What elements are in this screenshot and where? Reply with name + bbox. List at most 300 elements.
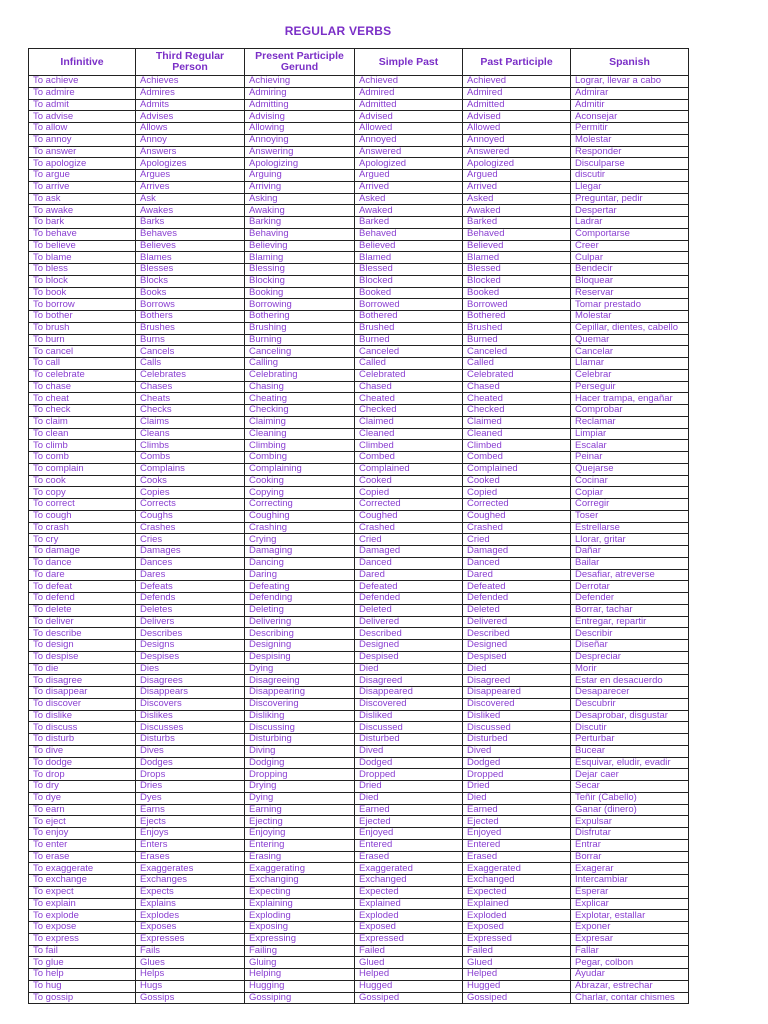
cell-infinitive: To describe xyxy=(29,628,136,640)
cell-third-person: Copies xyxy=(136,487,245,499)
cell-past-participle: Burned xyxy=(463,334,571,346)
cell-spanish: Comportarse xyxy=(571,228,689,240)
cell-spanish: Culpar xyxy=(571,252,689,264)
cell-simple-past: Dried xyxy=(355,781,463,793)
cell-spanish: Pegar, colbon xyxy=(571,957,689,969)
cell-gerund: Disturbing xyxy=(245,734,355,746)
cell-gerund: Achieving xyxy=(245,76,355,88)
cell-past-participle: Annoyed xyxy=(463,134,571,146)
cell-third-person: Despises xyxy=(136,651,245,663)
cell-infinitive: To check xyxy=(29,405,136,417)
cell-infinitive: To defeat xyxy=(29,581,136,593)
cell-third-person: Disturbs xyxy=(136,734,245,746)
cell-gerund: Defeating xyxy=(245,581,355,593)
cell-spanish: Defender xyxy=(571,593,689,605)
cell-gerund: Dancing xyxy=(245,557,355,569)
cell-past-participle: Disliked xyxy=(463,710,571,722)
cell-third-person: Explains xyxy=(136,898,245,910)
cell-spanish: Responder xyxy=(571,146,689,158)
cell-spanish: Expulsar xyxy=(571,816,689,828)
cell-spanish: Cocinar xyxy=(571,475,689,487)
cell-infinitive: To eject xyxy=(29,816,136,828)
cell-third-person: Arrives xyxy=(136,181,245,193)
cell-simple-past: Combed xyxy=(355,452,463,464)
cell-past-participle: Borrowed xyxy=(463,299,571,311)
cell-infinitive: To argue xyxy=(29,170,136,182)
cell-third-person: Ejects xyxy=(136,816,245,828)
cell-past-participle: Erased xyxy=(463,851,571,863)
table-row xyxy=(29,992,689,1004)
cell-third-person: Glues xyxy=(136,957,245,969)
cell-spanish: Descubrir xyxy=(571,698,689,710)
cell-infinitive: To design xyxy=(29,640,136,652)
cell-past-participle: Celebrated xyxy=(463,369,571,381)
cell-third-person: Calls xyxy=(136,358,245,370)
cell-past-participle: Awaked xyxy=(463,205,571,217)
cell-gerund: Exaggerating xyxy=(245,863,355,875)
cell-past-participle: Dried xyxy=(463,781,571,793)
cell-simple-past: Discovered xyxy=(355,698,463,710)
table-row xyxy=(29,146,689,158)
cell-infinitive: To defend xyxy=(29,593,136,605)
cell-infinitive: To dive xyxy=(29,745,136,757)
cell-infinitive: To enjoy xyxy=(29,828,136,840)
cell-simple-past: Exaggerated xyxy=(355,863,463,875)
cell-past-participle: Died xyxy=(463,792,571,804)
table-row xyxy=(29,287,689,299)
table-row xyxy=(29,792,689,804)
cell-gerund: Dodging xyxy=(245,757,355,769)
cell-simple-past: Danced xyxy=(355,557,463,569)
cell-past-participle: Admitted xyxy=(463,99,571,111)
table-row xyxy=(29,722,689,734)
table-row xyxy=(29,769,689,781)
cell-spanish: Cepillar, dientes, cabello xyxy=(571,322,689,334)
cell-spanish: Borrar, tachar xyxy=(571,604,689,616)
cell-gerund: Borrowing xyxy=(245,299,355,311)
cell-simple-past: Chased xyxy=(355,381,463,393)
table-row xyxy=(29,957,689,969)
table-row xyxy=(29,698,689,710)
table-row xyxy=(29,499,689,511)
cell-third-person: Apologizes xyxy=(136,158,245,170)
cell-gerund: Crashing xyxy=(245,522,355,534)
cell-third-person: Defeats xyxy=(136,581,245,593)
cell-spanish: Tomar prestado xyxy=(571,299,689,311)
cell-infinitive: To ask xyxy=(29,193,136,205)
cell-gerund: Crying xyxy=(245,534,355,546)
cell-simple-past: Complained xyxy=(355,463,463,475)
table-row xyxy=(29,428,689,440)
cell-past-participle: Exploded xyxy=(463,910,571,922)
table-row xyxy=(29,87,689,99)
cell-third-person: Enters xyxy=(136,839,245,851)
cell-third-person: Blesses xyxy=(136,264,245,276)
cell-spanish: Llorar, gritar xyxy=(571,534,689,546)
cell-gerund: Disliking xyxy=(245,710,355,722)
cell-spanish: Discutir xyxy=(571,722,689,734)
table-row xyxy=(29,969,689,981)
cell-infinitive: To damage xyxy=(29,546,136,558)
cell-spanish: Creer xyxy=(571,240,689,252)
cell-infinitive: To die xyxy=(29,663,136,675)
cell-third-person: Delivers xyxy=(136,616,245,628)
table-row xyxy=(29,405,689,417)
cell-simple-past: Called xyxy=(355,358,463,370)
table-row xyxy=(29,311,689,323)
cell-infinitive: To achieve xyxy=(29,76,136,88)
cell-third-person: Defends xyxy=(136,593,245,605)
cell-infinitive: To delete xyxy=(29,604,136,616)
cell-third-person: Cleans xyxy=(136,428,245,440)
cell-infinitive: To help xyxy=(29,969,136,981)
cell-spanish: Intercambiar xyxy=(571,875,689,887)
cell-gerund: Exploding xyxy=(245,910,355,922)
cell-infinitive: To cry xyxy=(29,534,136,546)
cell-spanish: Lograr, llevar a cabo xyxy=(571,76,689,88)
cell-infinitive: To comb xyxy=(29,452,136,464)
table-row xyxy=(29,757,689,769)
cell-past-participle: Copied xyxy=(463,487,571,499)
table-row xyxy=(29,804,689,816)
cell-infinitive: To brush xyxy=(29,322,136,334)
cell-spanish: Molestar xyxy=(571,311,689,323)
cell-spanish: Exagerar xyxy=(571,863,689,875)
cell-gerund: Diving xyxy=(245,745,355,757)
table-row xyxy=(29,358,689,370)
cell-past-participle: Blessed xyxy=(463,264,571,276)
cell-infinitive: To crash xyxy=(29,522,136,534)
cell-infinitive: To exchange xyxy=(29,875,136,887)
cell-third-person: Gossips xyxy=(136,992,245,1004)
cell-gerund: Checking xyxy=(245,405,355,417)
cell-past-participle: Earned xyxy=(463,804,571,816)
cell-gerund: Behaving xyxy=(245,228,355,240)
cell-spanish: Preguntar, pedir xyxy=(571,193,689,205)
table-row xyxy=(29,628,689,640)
cell-infinitive: To dye xyxy=(29,792,136,804)
cell-spanish: Estar en desacuerdo xyxy=(571,675,689,687)
cell-simple-past: Blamed xyxy=(355,252,463,264)
cell-simple-past: Behaved xyxy=(355,228,463,240)
cell-third-person: Cooks xyxy=(136,475,245,487)
cell-past-participle: Glued xyxy=(463,957,571,969)
cell-gerund: Drying xyxy=(245,781,355,793)
cell-past-participle: Enjoyed xyxy=(463,828,571,840)
table-row xyxy=(29,381,689,393)
cell-spanish: Explotar, estallar xyxy=(571,910,689,922)
table-row xyxy=(29,487,689,499)
cell-simple-past: Disturbed xyxy=(355,734,463,746)
cell-spanish: Comprobar xyxy=(571,405,689,417)
cell-gerund: Gossiping xyxy=(245,992,355,1004)
cell-gerund: Booking xyxy=(245,287,355,299)
cell-third-person: Claims xyxy=(136,416,245,428)
cell-spanish: Morir xyxy=(571,663,689,675)
cell-past-participle: Believed xyxy=(463,240,571,252)
table-row xyxy=(29,616,689,628)
cell-gerund: Blocking xyxy=(245,275,355,287)
table-row xyxy=(29,687,689,699)
cell-past-participle: Coughed xyxy=(463,510,571,522)
cell-past-participle: Helped xyxy=(463,969,571,981)
cell-past-participle: Delivered xyxy=(463,616,571,628)
cell-simple-past: Awaked xyxy=(355,205,463,217)
cell-third-person: Erases xyxy=(136,851,245,863)
table-row xyxy=(29,557,689,569)
cell-infinitive: To correct xyxy=(29,499,136,511)
cell-spanish: Ganar (dinero) xyxy=(571,804,689,816)
cell-spanish: Cancelar xyxy=(571,346,689,358)
cell-simple-past: Coughed xyxy=(355,510,463,522)
cell-spanish: Charlar, contar chismes xyxy=(571,992,689,1004)
cell-spanish: Hacer trampa, engañar xyxy=(571,393,689,405)
cell-infinitive: To deliver xyxy=(29,616,136,628)
cell-gerund: Burning xyxy=(245,334,355,346)
cell-spanish: Dejar caer xyxy=(571,769,689,781)
cell-third-person: Burns xyxy=(136,334,245,346)
cell-simple-past: Blocked xyxy=(355,275,463,287)
cell-spanish: Bailar xyxy=(571,557,689,569)
cell-past-participle: Admired xyxy=(463,87,571,99)
cell-simple-past: Achieved xyxy=(355,76,463,88)
cell-gerund: Blessing xyxy=(245,264,355,276)
cell-spanish: Derrotar xyxy=(571,581,689,593)
cell-third-person: Dyes xyxy=(136,792,245,804)
cell-spanish: Admirar xyxy=(571,87,689,99)
cell-infinitive: To clean xyxy=(29,428,136,440)
cell-infinitive: To celebrate xyxy=(29,369,136,381)
cell-gerund: Erasing xyxy=(245,851,355,863)
table-row xyxy=(29,663,689,675)
cell-third-person: Allows xyxy=(136,123,245,135)
cell-infinitive: To bark xyxy=(29,217,136,229)
cell-gerund: Barking xyxy=(245,217,355,229)
cell-infinitive: To expect xyxy=(29,886,136,898)
cell-third-person: Behaves xyxy=(136,228,245,240)
cell-third-person: Admires xyxy=(136,87,245,99)
cell-past-participle: Disagreed xyxy=(463,675,571,687)
cell-simple-past: Disagreed xyxy=(355,675,463,687)
cell-third-person: Advises xyxy=(136,111,245,123)
cell-infinitive: To bother xyxy=(29,311,136,323)
cell-spanish: Limpiar xyxy=(571,428,689,440)
cell-simple-past: Defeated xyxy=(355,581,463,593)
cell-spanish: Expresar xyxy=(571,933,689,945)
table-row xyxy=(29,745,689,757)
cell-past-participle: Cooked xyxy=(463,475,571,487)
table-row xyxy=(29,99,689,111)
cell-simple-past: Celebrated xyxy=(355,369,463,381)
cell-simple-past: Barked xyxy=(355,217,463,229)
cell-past-participle: Exaggerated xyxy=(463,863,571,875)
cell-spanish: Perseguir xyxy=(571,381,689,393)
table-row xyxy=(29,170,689,182)
cell-infinitive: To explode xyxy=(29,910,136,922)
cell-simple-past: Dared xyxy=(355,569,463,581)
cell-infinitive: To behave xyxy=(29,228,136,240)
cell-past-participle: Bothered xyxy=(463,311,571,323)
cell-spanish: Llamar xyxy=(571,358,689,370)
cell-past-participle: Damaged xyxy=(463,546,571,558)
cell-infinitive: To disturb xyxy=(29,734,136,746)
table-row xyxy=(29,933,689,945)
cell-third-person: Expresses xyxy=(136,933,245,945)
cell-third-person: Achieves xyxy=(136,76,245,88)
cell-gerund: Gluing xyxy=(245,957,355,969)
cell-gerund: Exposing xyxy=(245,922,355,934)
table-row xyxy=(29,945,689,957)
cell-infinitive: To arrive xyxy=(29,181,136,193)
cell-past-participle: Claimed xyxy=(463,416,571,428)
cell-past-participle: Dived xyxy=(463,745,571,757)
cell-third-person: Earns xyxy=(136,804,245,816)
cell-infinitive: To cough xyxy=(29,510,136,522)
cell-infinitive: To copy xyxy=(29,487,136,499)
verb-rows xyxy=(29,76,689,1004)
cell-past-participle: Blocked xyxy=(463,275,571,287)
cell-spanish: Secar xyxy=(571,781,689,793)
cell-third-person: Disappears xyxy=(136,687,245,699)
table-row xyxy=(29,828,689,840)
cell-infinitive: To climb xyxy=(29,440,136,452)
cell-infinitive: To despise xyxy=(29,651,136,663)
cell-spanish: Toser xyxy=(571,510,689,522)
cell-gerund: Cheating xyxy=(245,393,355,405)
cell-spanish: discutir xyxy=(571,170,689,182)
cell-simple-past: Asked xyxy=(355,193,463,205)
cell-gerund: Advising xyxy=(245,111,355,123)
cell-simple-past: Allowed xyxy=(355,123,463,135)
cell-infinitive: To answer xyxy=(29,146,136,158)
cell-past-participle: Brushed xyxy=(463,322,571,334)
cell-simple-past: Died xyxy=(355,663,463,675)
cell-simple-past: Exchanged xyxy=(355,875,463,887)
cell-past-participle: Died xyxy=(463,663,571,675)
table-row xyxy=(29,886,689,898)
cell-past-participle: Blamed xyxy=(463,252,571,264)
cell-gerund: Disappearing xyxy=(245,687,355,699)
cell-spanish: Esperar xyxy=(571,886,689,898)
cell-third-person: Ask xyxy=(136,193,245,205)
cell-past-participle: Hugged xyxy=(463,980,571,992)
table-row xyxy=(29,193,689,205)
table-row xyxy=(29,181,689,193)
cell-simple-past: Earned xyxy=(355,804,463,816)
cell-past-participle: Dodged xyxy=(463,757,571,769)
cell-past-participle: Disturbed xyxy=(463,734,571,746)
cell-simple-past: Exposed xyxy=(355,922,463,934)
cell-third-person: Complains xyxy=(136,463,245,475)
cell-simple-past: Delivered xyxy=(355,616,463,628)
cell-infinitive: To express xyxy=(29,933,136,945)
cell-past-participle: Climbed xyxy=(463,440,571,452)
table-row xyxy=(29,346,689,358)
cell-simple-past: Annoyed xyxy=(355,134,463,146)
cell-third-person: Corrects xyxy=(136,499,245,511)
cell-simple-past: Claimed xyxy=(355,416,463,428)
cell-gerund: Believing xyxy=(245,240,355,252)
cell-spanish: Reservar xyxy=(571,287,689,299)
table-row xyxy=(29,675,689,687)
cell-simple-past: Expected xyxy=(355,886,463,898)
cell-gerund: Awaking xyxy=(245,205,355,217)
cell-spanish: Desaprobar, disgustar xyxy=(571,710,689,722)
table-row xyxy=(29,875,689,887)
cell-spanish: Ayudar xyxy=(571,969,689,981)
cell-infinitive: To admire xyxy=(29,87,136,99)
cell-gerund: Canceling xyxy=(245,346,355,358)
cell-past-participle: Defeated xyxy=(463,581,571,593)
cell-past-participle: Canceled xyxy=(463,346,571,358)
cell-infinitive: To claim xyxy=(29,416,136,428)
cell-infinitive: To dislike xyxy=(29,710,136,722)
cell-third-person: Checks xyxy=(136,405,245,417)
cell-gerund: Earning xyxy=(245,804,355,816)
cell-gerund: Arriving xyxy=(245,181,355,193)
table-row xyxy=(29,581,689,593)
cell-simple-past: Answered xyxy=(355,146,463,158)
cell-simple-past: Enjoyed xyxy=(355,828,463,840)
cell-infinitive: To earn xyxy=(29,804,136,816)
cell-gerund: Brushing xyxy=(245,322,355,334)
cell-infinitive: To cancel xyxy=(29,346,136,358)
cell-gerund: Blaming xyxy=(245,252,355,264)
cell-infinitive: To cheat xyxy=(29,393,136,405)
cell-past-participle: Achieved xyxy=(463,76,571,88)
cell-spanish: Entrar xyxy=(571,839,689,851)
cell-past-participle: Discovered xyxy=(463,698,571,710)
cell-infinitive: To expose xyxy=(29,922,136,934)
cell-simple-past: Despised xyxy=(355,651,463,663)
cell-simple-past: Arrived xyxy=(355,181,463,193)
table-row xyxy=(29,475,689,487)
cell-infinitive: To discuss xyxy=(29,722,136,734)
cell-past-participle: Ejected xyxy=(463,816,571,828)
cell-infinitive: To disappear xyxy=(29,687,136,699)
cell-past-participle: Advised xyxy=(463,111,571,123)
cell-third-person: Blames xyxy=(136,252,245,264)
cell-third-person: Hugs xyxy=(136,980,245,992)
cell-third-person: Explodes xyxy=(136,910,245,922)
cell-gerund: Hugging xyxy=(245,980,355,992)
cell-past-participle: Behaved xyxy=(463,228,571,240)
cell-spanish: Corregir xyxy=(571,499,689,511)
table-row xyxy=(29,440,689,452)
cell-third-person: Dares xyxy=(136,569,245,581)
page-title: REGULAR VERBS xyxy=(284,24,392,38)
cell-past-participle: Dared xyxy=(463,569,571,581)
cell-spanish: Reclamar xyxy=(571,416,689,428)
cell-third-person: Dislikes xyxy=(136,710,245,722)
header-present-participle: Present Participle Gerund xyxy=(245,49,355,76)
cell-third-person: Deletes xyxy=(136,604,245,616)
cell-third-person: Exposes xyxy=(136,922,245,934)
table-row xyxy=(29,781,689,793)
cell-infinitive: To advise xyxy=(29,111,136,123)
cell-third-person: Coughs xyxy=(136,510,245,522)
cell-past-participle: Deleted xyxy=(463,604,571,616)
cell-past-participle: Cried xyxy=(463,534,571,546)
cell-simple-past: Apologized xyxy=(355,158,463,170)
cell-simple-past: Expressed xyxy=(355,933,463,945)
table-row xyxy=(29,839,689,851)
cell-past-participle: Despised xyxy=(463,651,571,663)
cell-spanish: Llegar xyxy=(571,181,689,193)
cell-simple-past: Helped xyxy=(355,969,463,981)
cell-third-person: Discusses xyxy=(136,722,245,734)
cell-gerund: Disagreeing xyxy=(245,675,355,687)
